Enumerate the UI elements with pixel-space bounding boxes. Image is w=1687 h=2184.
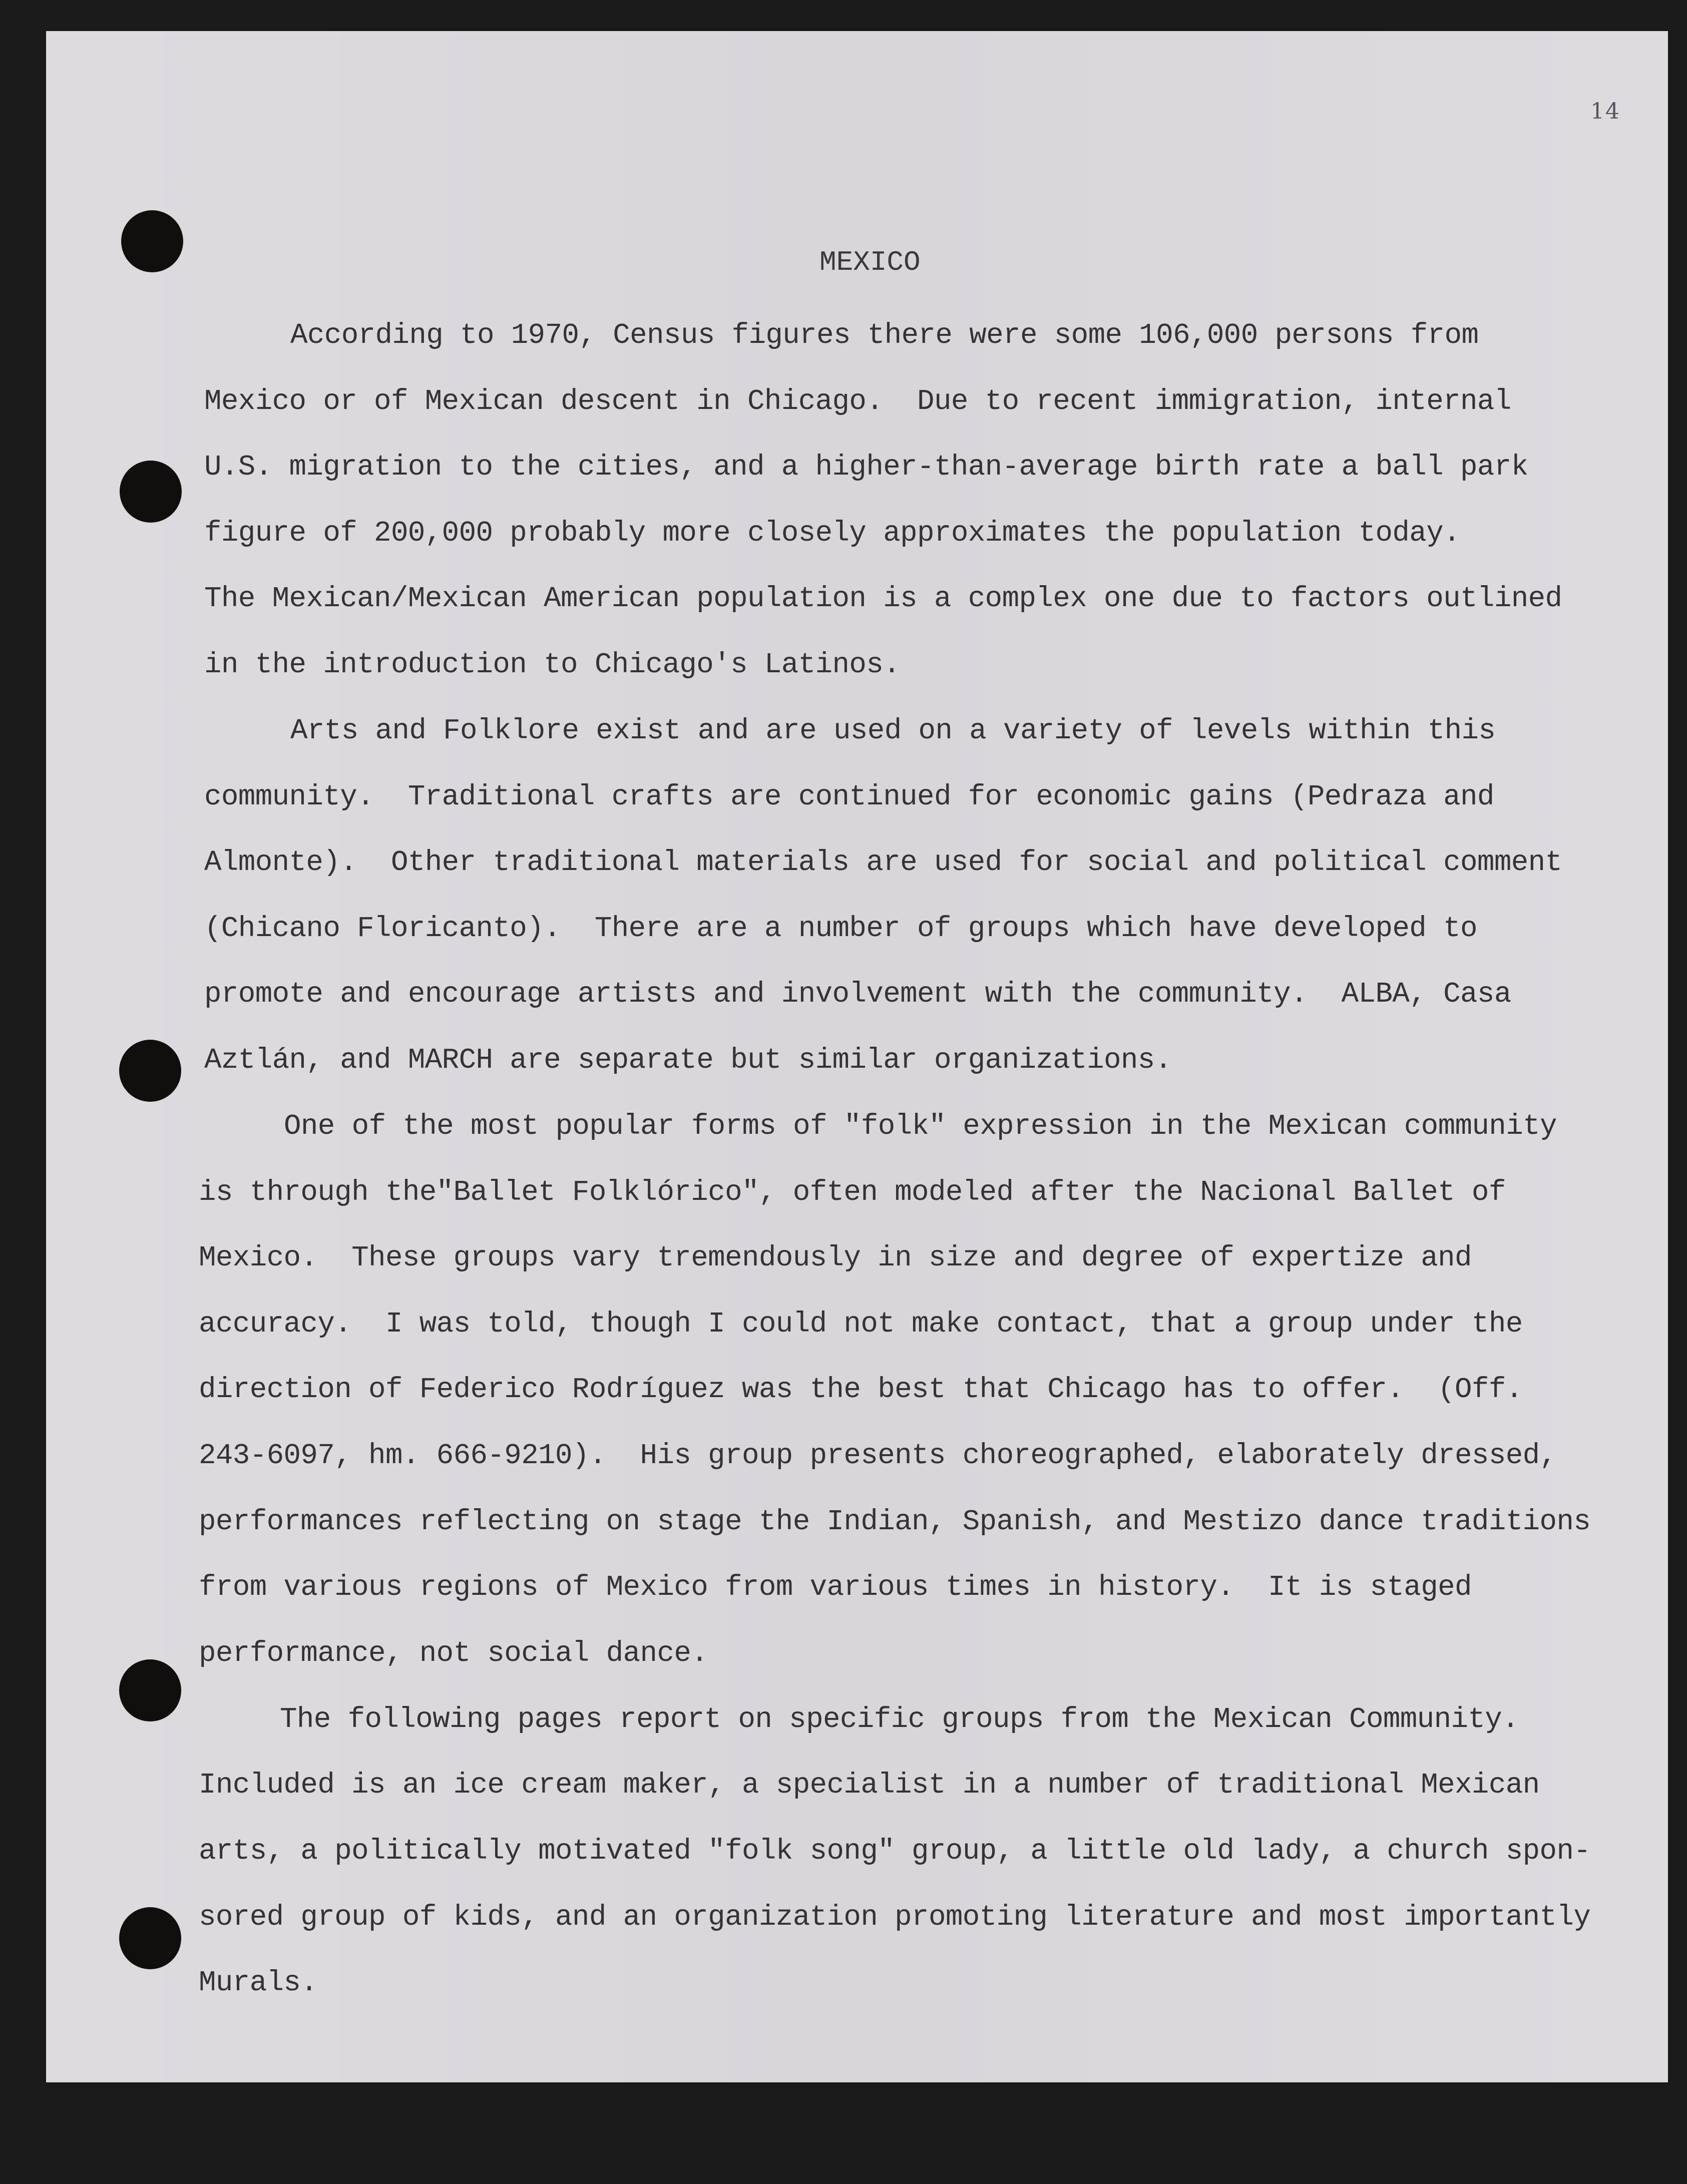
text-line: U.S. migration to the cities, and a higher-than-average birth rate a ball park [204, 451, 1528, 484]
text-line: is through the"Ballet Folklórico", often modeled after the Nacional Ballet of [199, 1176, 1506, 1209]
text-line: promote and encourage artists and involvement with the community. ALBA, Casa [204, 978, 1511, 1011]
punch-hole-icon [119, 1907, 181, 1969]
text-line: One of the most popular forms of "folk" expression in the Mexican community [284, 1110, 1557, 1143]
text-line: The Mexican/Mexican American population is a complex one due to factors outlined [204, 583, 1562, 615]
document-page [46, 31, 1668, 2082]
text-line: community. Traditional crafts are continued for economic gains (Pedraza and [204, 781, 1494, 813]
punch-hole-icon [119, 1040, 181, 1102]
text-line: sored group of kids, and an organization promoting literature and most importantly [199, 1901, 1591, 1934]
punch-hole-icon [121, 210, 183, 272]
text-line: (Chicano Floricanto). There are a number of groups which have developed to [204, 913, 1477, 945]
page-title: MEXICO [819, 246, 921, 278]
text-line: Mexico or of Mexican descent in Chicago. Due to recent immigration, internal [204, 385, 1511, 418]
text-line: The following pages report on specific groups from the Mexican Community. [280, 1703, 1519, 1736]
text-line: Mexico. These groups vary tremendously in size and degree of expertize and [199, 1242, 1472, 1274]
text-line: in the introduction to Chicago's Latinos. [204, 649, 901, 681]
text-line: performances reflecting on stage the Indian, Spanish, and Mestizo dance traditions [199, 1506, 1591, 1538]
punch-hole-icon [119, 1659, 181, 1721]
text-line: According to 1970, Census figures there were some 106,000 persons from [290, 319, 1479, 352]
text-line: performance, not social dance. [199, 1637, 708, 1670]
text-line: from various regions of Mexico from various times in history. It is staged [199, 1571, 1472, 1604]
text-line: Aztlán, and MARCH are separate but similar organizations. [204, 1044, 1172, 1077]
text-line: direction of Federico Rodríguez was the best that Chicago has to offer. (Off. [199, 1374, 1523, 1406]
text-line: Included is an ice cream maker, a specialist in a number of traditional Mexican [199, 1769, 1540, 1802]
text-line: Almonte). Other traditional materials are used for social and political comment [204, 846, 1562, 879]
text-line: 243-6097, hm. 666-9210). His group presents choreographed, elaborately dressed, [199, 1440, 1557, 1472]
punch-hole-icon [120, 461, 182, 523]
text-line: accuracy. I was told, though I could not make contact, that a group under the [199, 1308, 1523, 1341]
text-line: arts, a politically motivated "folk song" group, a little old lady, a church spon- [199, 1835, 1591, 1868]
text-line: Arts and Folklore exist and are used on a variety of levels within this [290, 715, 1496, 747]
text-line: Murals. [199, 1967, 318, 1999]
text-line: figure of 200,000 probably more closely approximates the population today. [204, 517, 1461, 550]
page-number: 14 [1590, 99, 1620, 124]
